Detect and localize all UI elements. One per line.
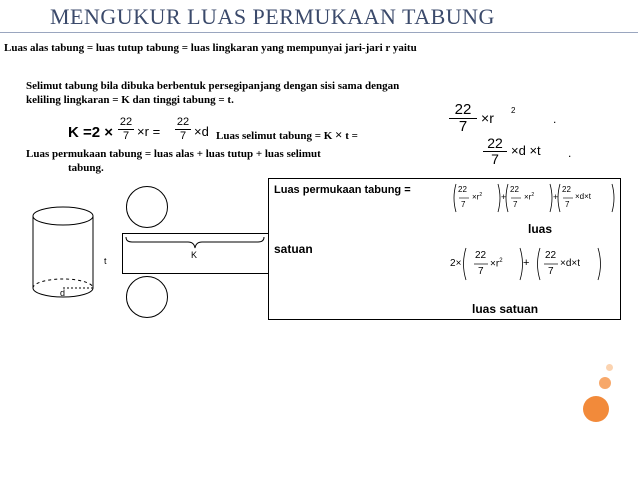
box-f1-plus-1: + xyxy=(501,192,507,202)
formula-d: ×d xyxy=(194,124,209,139)
box-luas-satuan: luas satuan xyxy=(472,302,539,316)
box-f1-num-2: 22 xyxy=(510,185,519,194)
text-luas-permukaan: Luas permukaan tabung = luas alas + luas tutup + luas selimut xyxy=(26,148,321,160)
decor-circle-large xyxy=(583,396,609,422)
formula-d-t: ×d ×t xyxy=(511,143,541,158)
box-f1-r-2: $\times r^2$ xyxy=(524,192,535,202)
formula-r-squared: ×r xyxy=(481,110,494,126)
box-f2-num-1: 22 xyxy=(475,250,487,261)
formula-sup-2: 2 xyxy=(511,106,516,115)
text-selimut-1: Selimut tabung bila dibuka berbentuk persegipanjang dengan sisi sama dengan xyxy=(26,80,400,92)
decor-circle-medium xyxy=(599,377,611,389)
text-luas-selimut: Luas selimut tabung = K × t = xyxy=(216,127,358,142)
net-bottom-circle xyxy=(126,276,168,318)
label-cylinder-d: d xyxy=(60,288,66,298)
box-luas: luas xyxy=(528,222,553,236)
text-alas-tutup: Luas alas tabung = luas tutup tabung = luas lingkaran yang mempunyai jari-jari r yaitu xyxy=(4,42,417,54)
box-f1-den-1: 7 xyxy=(461,200,466,209)
box-f2-dt: ×d×t xyxy=(560,258,581,269)
box-f1-num-1: 22 xyxy=(458,185,467,194)
box-f2-num-2: 22 xyxy=(545,250,557,261)
box-f1-r-1: $\times r^2$ xyxy=(472,192,483,202)
formula-dot-2: . xyxy=(568,146,572,160)
text-tabung: tabung. xyxy=(68,162,104,174)
net-top-circle xyxy=(126,186,168,228)
box-f2-den-2: 7 xyxy=(548,266,554,277)
box-f2-two: 2× xyxy=(450,258,462,269)
formula-dot: . xyxy=(553,112,557,126)
formula-r-eq: ×r = xyxy=(137,124,161,139)
box-f1-dt: ×d×t xyxy=(575,192,592,201)
box-f2-r: $\times r^2$ xyxy=(490,258,503,270)
text-selimut-2: keliling lingkaran = K dan tinggi tabung = t. xyxy=(26,94,234,106)
formula-K: K =2 × xyxy=(68,124,114,141)
box-f1-num-3: 22 xyxy=(562,185,571,194)
box-label: Luas permukaan tabung = xyxy=(274,184,411,196)
fraction-22-7-k1: $\frac{22}{7}$ xyxy=(119,116,133,142)
decor-circle-small xyxy=(606,364,613,371)
fraction-22-7-selimut: $\frac{22}{7}$ xyxy=(483,136,507,167)
box-f1-den-3: 7 xyxy=(565,200,570,209)
slide-title: MENGUKUR LUAS PERMUKAAN TABUNG xyxy=(50,4,495,29)
title-divider xyxy=(0,32,638,33)
label-cylinder-t: t xyxy=(104,256,107,266)
box-f1-den-2: 7 xyxy=(513,200,518,209)
fraction-22-7-large: $\frac{22}{7}$ xyxy=(449,102,477,135)
label-rect-K: K xyxy=(191,250,198,260)
box-satuan: satuan xyxy=(274,242,313,256)
box-f2-plus: + xyxy=(523,257,530,269)
box-f1-plus-2: + xyxy=(553,192,559,202)
fraction-22-7-k2: $\frac{22}{7}$ xyxy=(176,116,190,142)
box-f2-den-1: 7 xyxy=(478,266,484,277)
